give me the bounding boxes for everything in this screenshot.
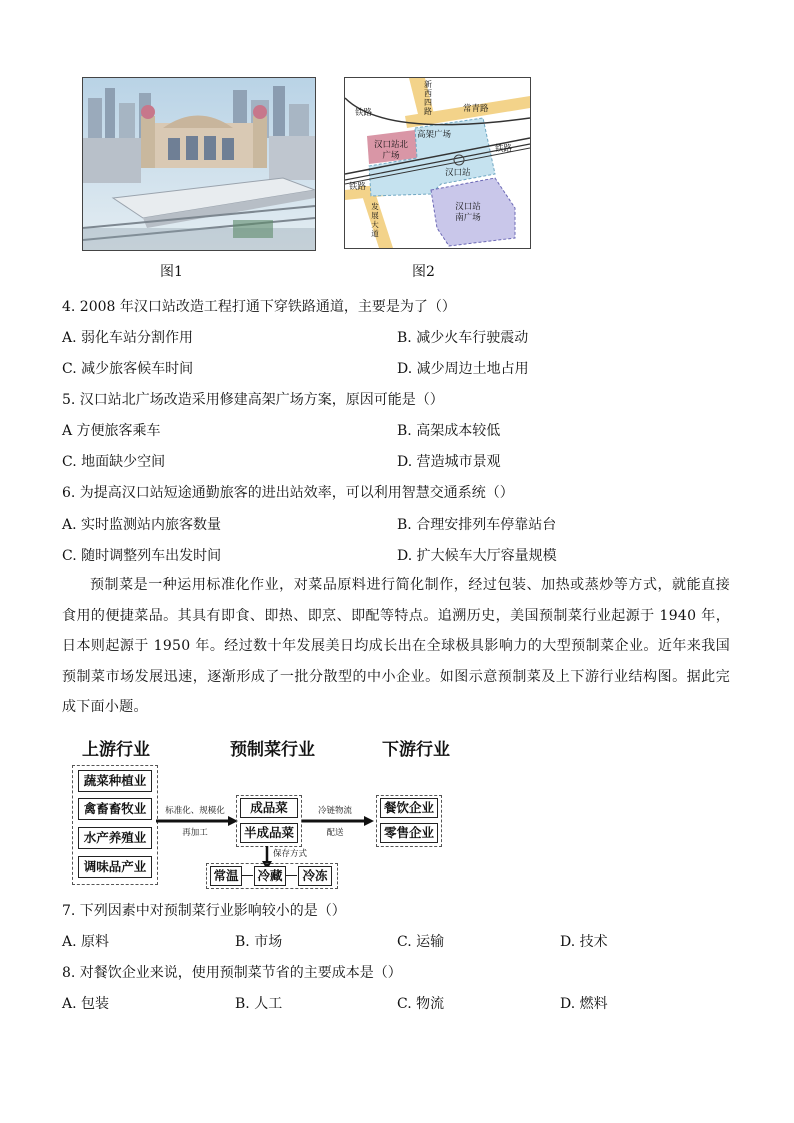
map-label-elevated: 高架广场	[417, 130, 452, 140]
upstream-item: 调味品产业	[78, 856, 152, 878]
question-5-option-c[interactable]: C. 地面缺少空间	[62, 454, 166, 470]
figure-1-photo	[82, 77, 316, 251]
question-8-stem: 8. 对餐饮企业来说，使用预制菜节省的主要成本是（）	[62, 965, 402, 981]
question-6-option-a[interactable]: A. 实时监测站内旅客数量	[62, 517, 222, 533]
question-5-option-a[interactable]: A 方便旅客乘车	[62, 423, 161, 439]
question-5-stem: 5. 汉口站北广场改造采用修建高架广场方案，原因可能是（）	[62, 392, 444, 408]
middle-item: 成品菜	[240, 798, 298, 818]
map-label-south-plaza: 汉口站南广场	[455, 202, 481, 223]
question-5-option-b[interactable]: B. 高架成本较低	[397, 423, 501, 439]
map-label-road-top: 新西四路	[424, 80, 432, 116]
connector-line	[241, 875, 253, 876]
map-label-road-left: 发展大道	[371, 202, 379, 238]
downstream-item: 零售企业	[380, 823, 438, 843]
map-label-rail-bottom: 铁路	[349, 182, 367, 192]
arrow2-label-bottom: 配送	[326, 828, 344, 838]
question-6-stem: 6. 为提高汉口站短途通勤旅客的进出站效率，可以利用智慧交通系统（）	[62, 485, 514, 501]
figure-2-caption: 图2	[412, 264, 435, 280]
question-8-option-a[interactable]: A. 包装	[62, 996, 110, 1012]
middle-item: 半成品菜	[240, 823, 298, 843]
question-6-option-c[interactable]: C. 随时调整列车出发时间	[62, 548, 222, 564]
downstream-item: 餐饮企业	[380, 798, 438, 818]
upstream-title: 上游行业	[82, 740, 150, 760]
figure-1-caption: 图1	[160, 264, 183, 280]
storage-item: 常温	[210, 866, 242, 886]
storage-item: 冷藏	[254, 866, 286, 886]
question-7-option-a[interactable]: A. 原料	[62, 934, 110, 950]
map-label-rail-left: 铁路	[355, 108, 373, 118]
upstream-item: 蔬菜种植业	[78, 770, 152, 792]
arrow1-label-top: 标准化、规模化	[165, 806, 225, 816]
question-6-option-b[interactable]: B. 合理安排列车停靠站台	[397, 517, 557, 533]
question-7-stem: 7. 下列因素中对预制菜行业影响较小的是（）	[62, 903, 346, 919]
question-7-option-d[interactable]: D. 技术	[560, 934, 608, 950]
storage-label: 保存方式	[272, 849, 307, 859]
question-7-option-c[interactable]: C. 运输	[397, 934, 445, 950]
arrow-right-icon	[156, 815, 238, 827]
question-4-option-d[interactable]: D. 减少周边土地占用	[397, 361, 529, 377]
arrow2-label-top: 冷链物流	[317, 806, 352, 816]
map-label-road-right: 常青路	[463, 104, 489, 114]
question-8-option-d[interactable]: D. 燃料	[560, 996, 608, 1012]
question-4-stem: 4. 2008 年汉口站改造工程打通下穿铁路通道，主要是为了（）	[62, 299, 456, 315]
upstream-item: 水产养殖业	[78, 827, 152, 849]
map-label-rail-right: 铁路	[495, 144, 513, 154]
arrow1-label-bottom: 再加工	[182, 828, 208, 838]
question-4-option-b[interactable]: B. 减少火车行驶震动	[397, 330, 529, 346]
question-7-option-b[interactable]: B. 市场	[235, 934, 283, 950]
middle-title: 预制菜行业	[230, 740, 315, 760]
question-8-option-c[interactable]: C. 物流	[397, 996, 445, 1012]
question-4-option-c[interactable]: C. 减少旅客候车时间	[62, 361, 194, 377]
question-6-option-d[interactable]: D. 扩大候车大厅容量规模	[397, 548, 557, 564]
station-photo-illustration	[83, 78, 315, 250]
storage-item: 冷冻	[298, 866, 332, 886]
figure-2-map	[344, 77, 531, 249]
question-8-option-b[interactable]: B. 人工	[235, 996, 283, 1012]
industry-diagram	[70, 735, 490, 890]
arrow-right-icon	[302, 815, 374, 827]
upstream-item: 禽畜畜牧业	[78, 798, 152, 820]
map-label-station: 汉口站	[445, 168, 471, 178]
connector-line	[285, 875, 297, 876]
question-4-option-a[interactable]: A. 弱化车站分割作用	[62, 330, 194, 346]
map-label-north-plaza: 汉口站北广场	[373, 140, 408, 161]
question-5-option-d[interactable]: D. 营造城市景观	[397, 454, 501, 470]
passage-text: 预制菜是一种运用标准化作业，对菜品原料进行简化制作，经过包装、加热或蒸炒等方式，就能直接食用的便捷菜品。其具有即食、即热、即烹、即配等特点。追溯历史，美国预制菜行业起源于 1940 年，日本则起源于 1950 年。经过数十年发展美日均成长出在全球极具影响力的大型预制菜企业。近年来我国预制菜市场发展迅速，逐渐形成了一批分散型的中小企业。如图示意预制菜及上下游行业结构图。据此完成下面小题。	[62, 577, 730, 715]
downstream-title: 下游行业	[382, 740, 450, 760]
